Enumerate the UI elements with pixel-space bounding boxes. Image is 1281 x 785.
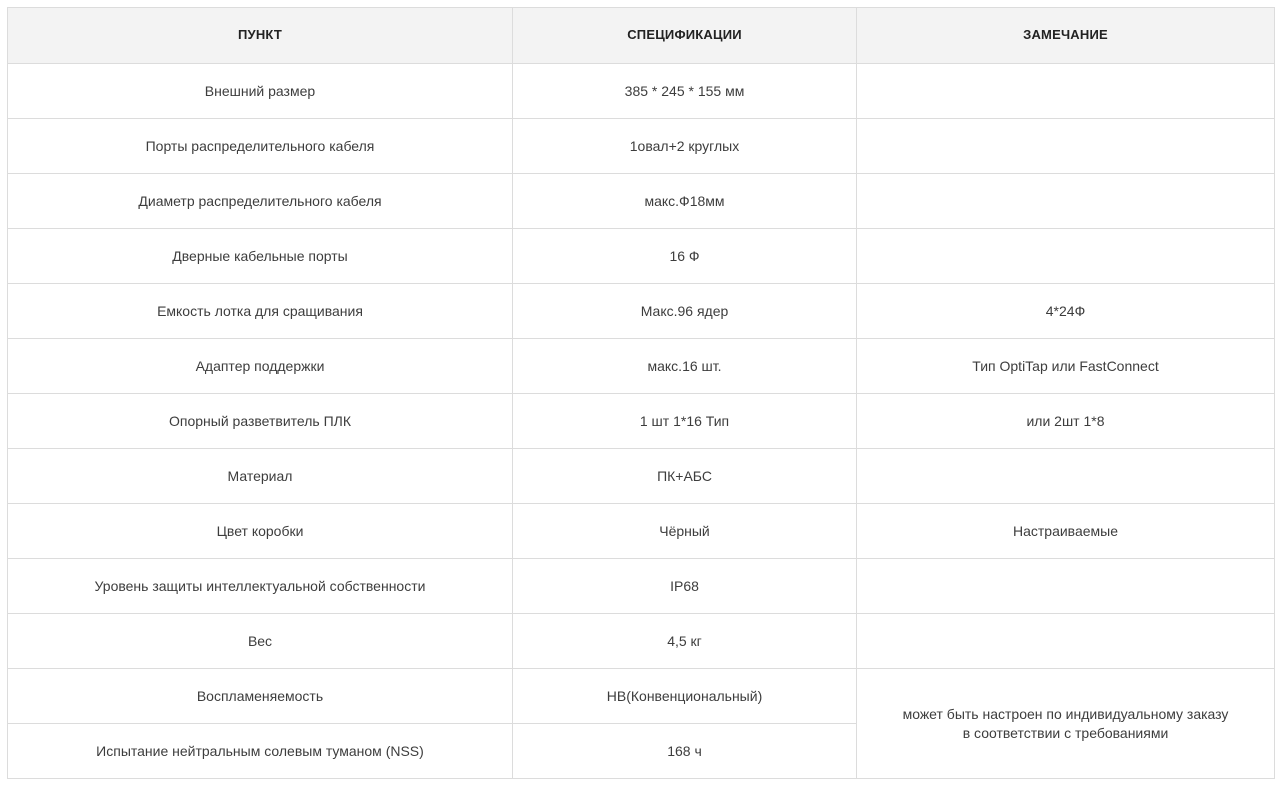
spec-cell: Макс.96 ядер xyxy=(513,284,857,339)
item-cell: Диаметр распределительного кабеля xyxy=(8,174,513,229)
item-cell: Испытание нейтральным солевым туманом (NSS) xyxy=(8,724,513,779)
remark-cell: Настраиваемые xyxy=(857,504,1275,559)
item-cell: Дверные кабельные порты xyxy=(8,229,513,284)
spec-cell: Чёрный xyxy=(513,504,857,559)
item-cell: Емкость лотка для сращивания xyxy=(8,284,513,339)
spec-cell: 1 шт 1*16 Тип xyxy=(513,394,857,449)
merged-remark-line: может быть настроен по индивидуальному заказу xyxy=(902,706,1229,723)
header-item: ПУНКТ xyxy=(8,8,513,64)
table-row xyxy=(8,504,1275,559)
header-specifications: СПЕЦИФИКАЦИИ xyxy=(513,8,857,64)
remark-cell xyxy=(857,174,1275,229)
spec-cell: ПК+АБС xyxy=(513,449,857,504)
table-row xyxy=(8,119,1275,174)
remark-cell xyxy=(857,119,1275,174)
remark-cell xyxy=(857,614,1275,669)
spec-cell: HB(Конвенциональный) xyxy=(513,669,857,724)
item-cell: Вес xyxy=(8,614,513,669)
item-cell: Воспламеняемость xyxy=(8,669,513,724)
table-row xyxy=(8,229,1275,284)
spec-cell: 385 * 245 * 155 мм xyxy=(513,64,857,119)
remark-cell: или 2шт 1*8 xyxy=(857,394,1275,449)
item-cell: Уровень защиты интеллектуальной собственности xyxy=(8,559,513,614)
spec-cell: 16 Ф xyxy=(513,229,857,284)
remark-cell xyxy=(857,229,1275,284)
remark-cell xyxy=(857,64,1275,119)
table-row xyxy=(8,449,1275,504)
item-cell: Цвет коробки xyxy=(8,504,513,559)
table-row xyxy=(8,284,1275,339)
item-cell: Порты распределительного кабеля xyxy=(8,119,513,174)
item-cell: Внешний размер xyxy=(8,64,513,119)
header-row xyxy=(8,8,1275,64)
remark-cell: 4*24Ф xyxy=(857,284,1275,339)
spec-cell: 168 ч xyxy=(513,724,857,779)
table-row xyxy=(8,394,1275,449)
item-cell: Опорный разветвитель ПЛК xyxy=(8,394,513,449)
table-header xyxy=(8,8,1275,64)
spec-cell: 1овал+2 круглых xyxy=(513,119,857,174)
spec-cell: 4,5 кг xyxy=(513,614,857,669)
table-row xyxy=(8,339,1275,394)
remark-cell xyxy=(857,449,1275,504)
spec-cell: макс.Ф18мм xyxy=(513,174,857,229)
table-row xyxy=(8,174,1275,229)
item-cell: Материал xyxy=(8,449,513,504)
table-row xyxy=(8,669,1275,724)
merged-remark-cell xyxy=(857,669,1275,779)
header-remark: ЗАМЕЧАНИЕ xyxy=(857,8,1275,64)
table-row xyxy=(8,64,1275,119)
spec-table xyxy=(7,7,1275,779)
table-row xyxy=(8,559,1275,614)
spec-cell: IP68 xyxy=(513,559,857,614)
table-body xyxy=(8,64,1275,779)
item-cell: Адаптер поддержки xyxy=(8,339,513,394)
remark-cell: Тип OptiTap или FastConnect xyxy=(857,339,1275,394)
merged-remark-line: в соответствии с требованиями xyxy=(962,724,1169,741)
remark-cell xyxy=(857,559,1275,614)
table-row xyxy=(8,614,1275,669)
spec-cell: макс.16 шт. xyxy=(513,339,857,394)
